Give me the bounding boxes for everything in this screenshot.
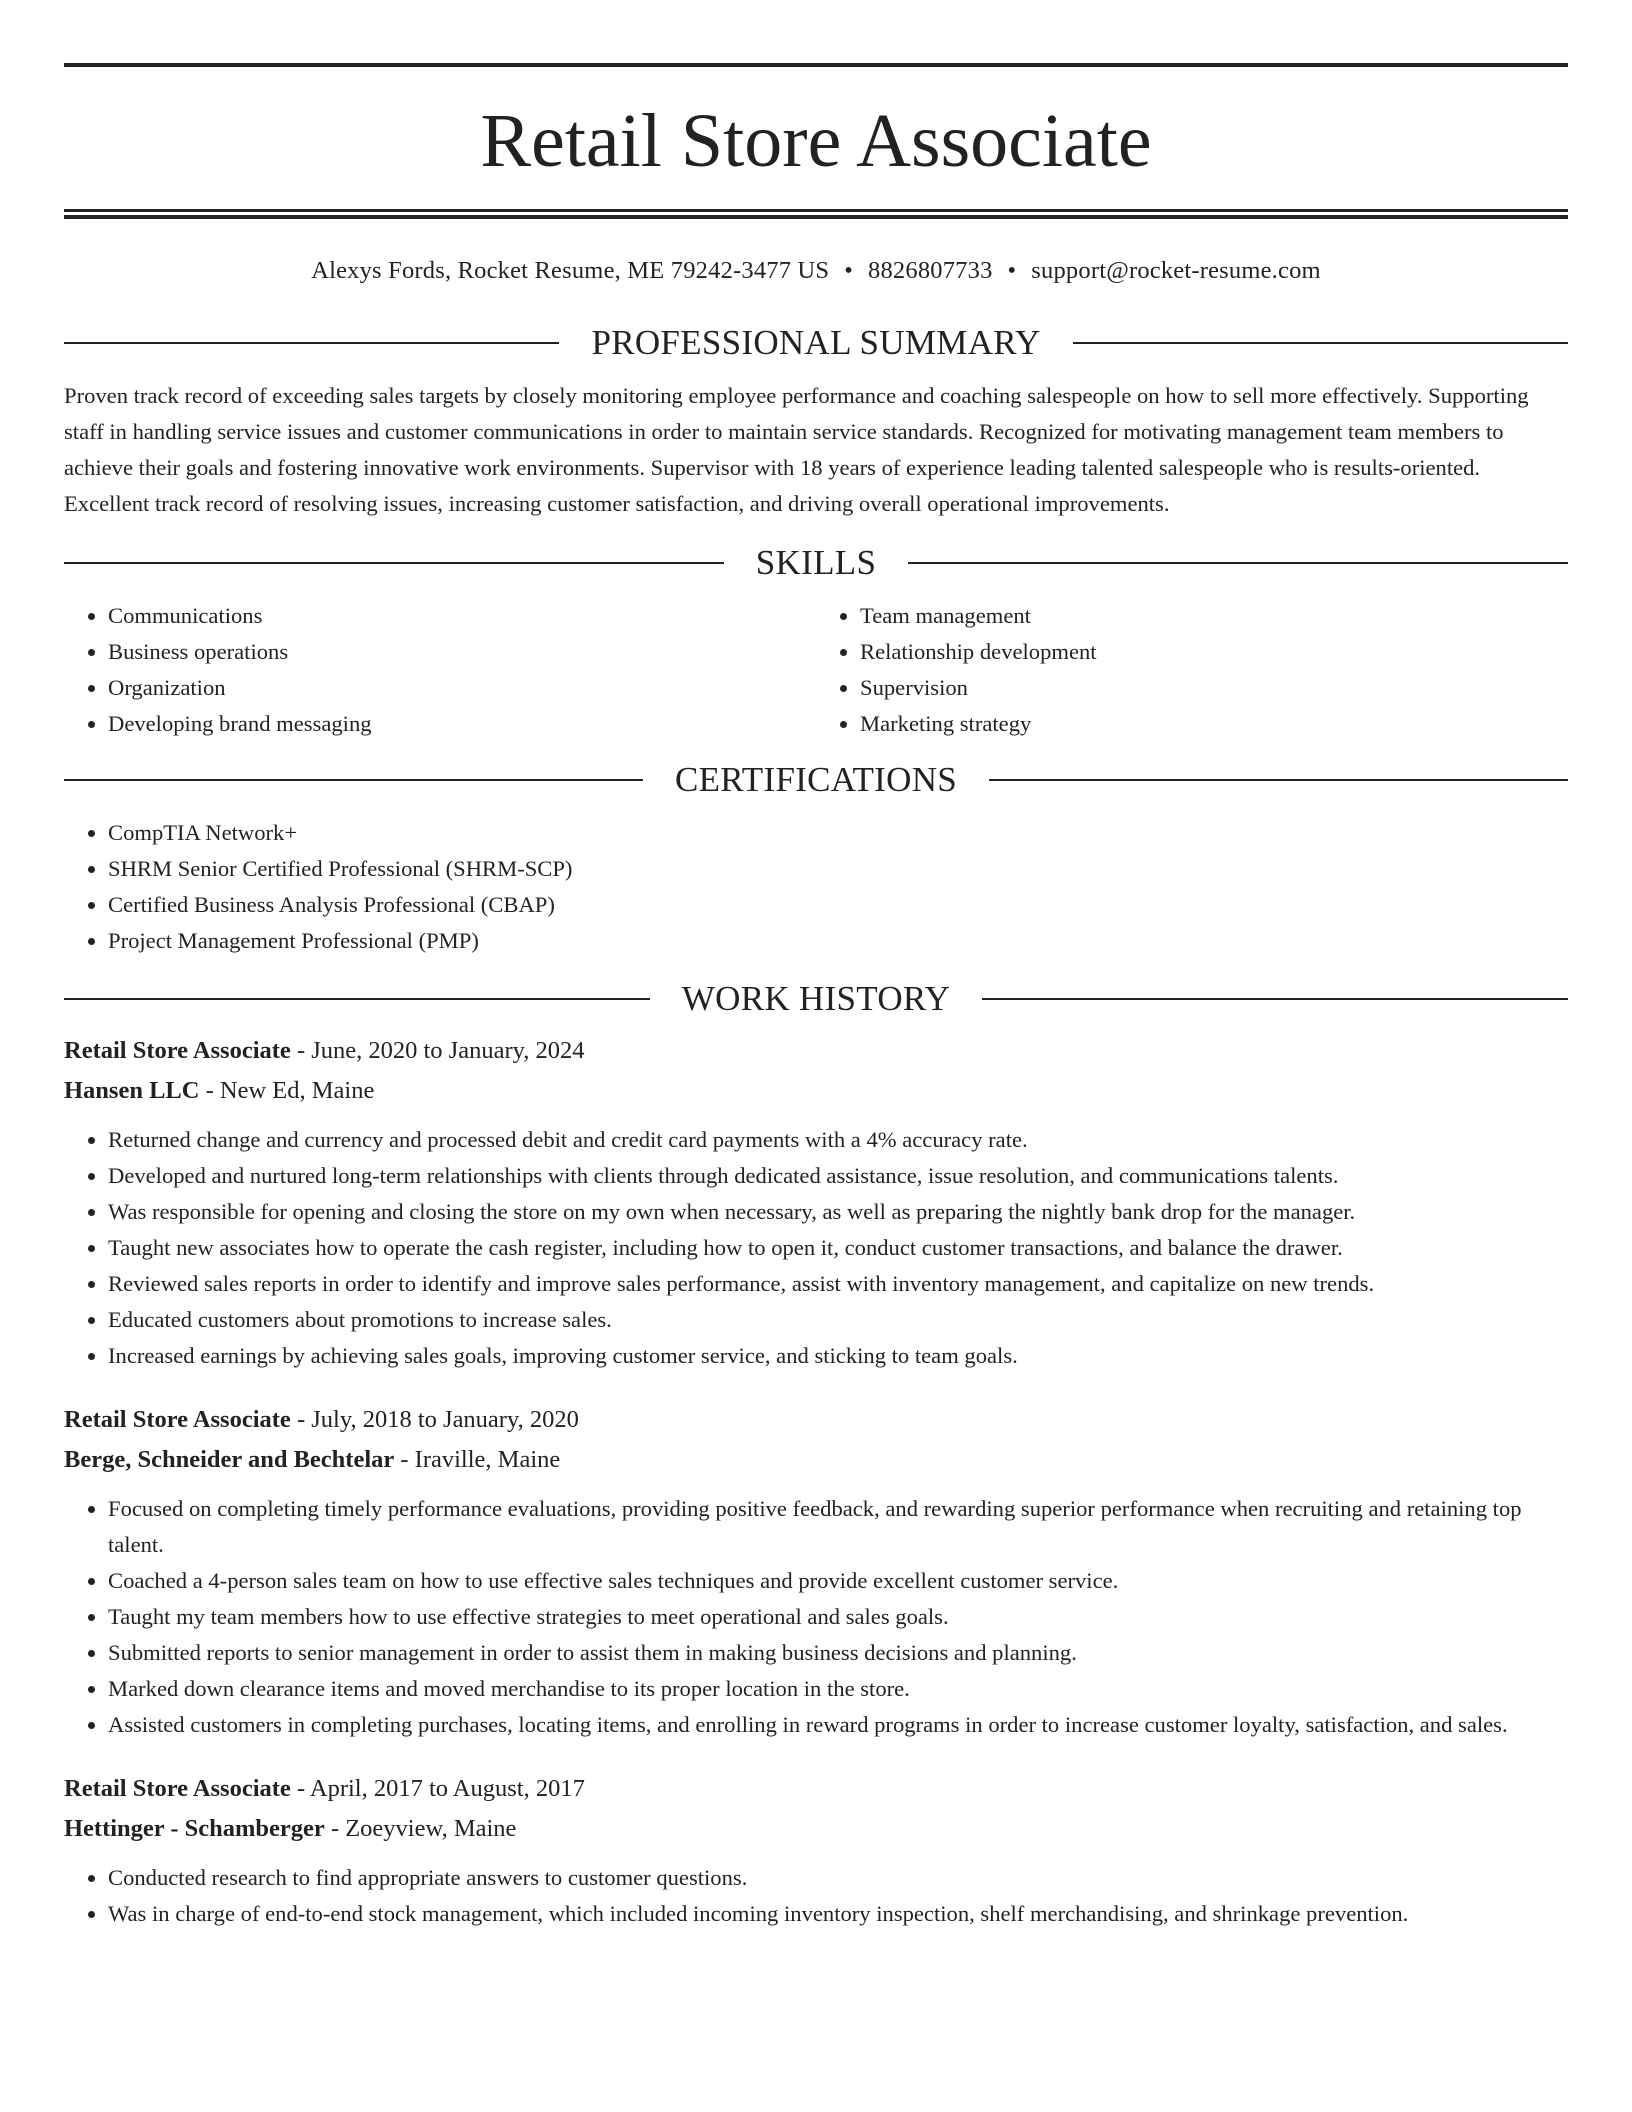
job-company: Hansen LLC xyxy=(64,1077,200,1104)
heading-rule xyxy=(64,779,643,781)
job-company-line xyxy=(64,1440,1568,1480)
heading-rule xyxy=(989,779,1568,781)
job-bullet: • Returned change and currency and processed debit and credit card payments with a 4% accuracy rate. xyxy=(108,1122,1568,1158)
job-company: Hettinger - Schamberger xyxy=(64,1815,325,1842)
job-bullet: • Educated customers about promotions to increase sales. xyxy=(108,1302,1568,1338)
heading-rule xyxy=(64,342,559,344)
job-company-line xyxy=(64,1809,1568,1849)
job-title-line xyxy=(64,1400,1568,1440)
heading-rule xyxy=(64,998,650,1000)
job-title-line xyxy=(64,1769,1568,1809)
job-dates: - April, 2017 to August, 2017 xyxy=(290,1775,585,1802)
job-entry xyxy=(64,1400,1568,1743)
heading-rule xyxy=(1073,342,1568,344)
skills-list xyxy=(64,598,1568,742)
job-title: Retail Store Associate xyxy=(64,1775,291,1802)
certification-item: • SHRM Senior Certified Professional (SHRM-SCP) xyxy=(108,851,1568,887)
job-dates: - July, 2018 to January, 2020 xyxy=(290,1406,579,1433)
certification-item: • Certified Business Analysis Professional (CBAP) xyxy=(108,887,1568,923)
heading-rule xyxy=(982,998,1568,1000)
contact-separator: • xyxy=(1007,257,1017,284)
contact-separator: • xyxy=(844,257,854,284)
section-heading-work-history xyxy=(64,979,1568,1019)
contact-email: support@rocket-resume.com xyxy=(1031,257,1321,284)
certifications-list xyxy=(64,815,1568,959)
job-title: Retail Store Associate xyxy=(64,1037,291,1064)
contact-address: Alexys Fords, Rocket Resume, ME 79242-3477 US xyxy=(311,257,830,284)
section-title: PROFESSIONAL SUMMARY xyxy=(591,323,1041,362)
skill-item: • Communications xyxy=(108,598,816,634)
title-double-rule xyxy=(64,209,1568,219)
job-bullet: • Assisted customers in completing purchases, locating items, and enrolling in reward programs in order to increase customer loyalty, satisfaction, and sales. xyxy=(108,1707,1568,1743)
job-bullet: • Was in charge of end-to-end stock management, which included incoming inventory inspection, shelf merchandising, and shrinkage prevention. xyxy=(108,1896,1568,1932)
job-dates: - June, 2020 to January, 2024 xyxy=(290,1037,585,1064)
job-bullet-list xyxy=(64,1491,1568,1743)
skill-item: • Relationship development xyxy=(860,634,1568,670)
skill-item: • Business operations xyxy=(108,634,816,670)
job-bullet: • Increased earnings by achieving sales goals, improving customer service, and sticking to team goals. xyxy=(108,1338,1568,1374)
skill-item: • Developing brand messaging xyxy=(108,706,816,742)
summary-text: Proven track record of exceeding sales targets by closely monitoring employee performance and coaching salespeople on how to sell more effectively. Supporting staff in handling service issues and customer communications in order to maintain service standards. Recognized for motivating management team members to achieve their goals and fostering innovative work environments. Supervisor with 18 years of experience leading talented salespeople who is results-oriented. Excellent track record of resolving issues, increasing customer satisfaction, and driving overall operational improvements. xyxy=(64,383,1529,516)
skill-item: • Organization xyxy=(108,670,816,706)
work-history-list xyxy=(64,1031,1568,1932)
certification-item: • CompTIA Network+ xyxy=(108,815,1568,851)
section-heading-summary xyxy=(64,323,1568,363)
job-bullet: • Marked down clearance items and moved merchandise to its proper location in the store. xyxy=(108,1671,1568,1707)
job-bullet: • Submitted reports to senior management in order to assist them in making business decisions and planning. xyxy=(108,1635,1568,1671)
resume-page xyxy=(64,0,1568,1932)
section-title: SKILLS xyxy=(755,543,877,582)
skill-item: • Supervision xyxy=(860,670,1568,706)
section-heading-certifications xyxy=(64,760,1568,800)
job-bullet-list xyxy=(64,1122,1568,1374)
skills-column-right xyxy=(816,598,1568,742)
job-bullet: • Coached a 4-person sales team on how to use effective sales techniques and provide excellent customer service. xyxy=(108,1563,1568,1599)
job-bullet: • Was responsible for opening and closing the store on my own when necessary, as well as preparing the nightly bank drop for the manager. xyxy=(108,1194,1568,1230)
job-entry xyxy=(64,1769,1568,1932)
skill-item: • Marketing strategy xyxy=(860,706,1568,742)
section-heading-skills xyxy=(64,543,1568,583)
job-bullet: • Taught new associates how to operate the cash register, including how to open it, conduct customer transactions, and balance the drawer. xyxy=(108,1230,1568,1266)
job-bullet: • Focused on completing timely performance evaluations, providing positive feedback, and rewarding superior performance when recruiting and retaining top talent. xyxy=(108,1491,1568,1563)
job-company: Berge, Schneider and Bechtelar xyxy=(64,1446,395,1473)
section-title: WORK HISTORY xyxy=(681,979,951,1018)
skills-column-left xyxy=(64,598,816,742)
job-title: Retail Store Associate xyxy=(64,1406,291,1433)
resume-title: Retail Store Associate xyxy=(480,99,1152,183)
job-location: - New Ed, Maine xyxy=(199,1077,375,1104)
job-bullet: • Reviewed sales reports in order to identify and improve sales performance, assist with inventory management, and capitalize on new trends. xyxy=(108,1266,1568,1302)
job-location: - Zoeyview, Maine xyxy=(324,1815,517,1842)
job-title-line xyxy=(64,1031,1568,1071)
certification-item: • Project Management Professional (PMP) xyxy=(108,923,1568,959)
job-bullet: • Taught my team members how to use effective strategies to meet operational and sales goals. xyxy=(108,1599,1568,1635)
job-bullet: • Conducted research to find appropriate answers to customer questions. xyxy=(108,1860,1568,1896)
heading-rule xyxy=(908,562,1568,564)
job-bullet: • Developed and nurtured long-term relationships with clients through dedicated assistance, issue resolution, and communications talents. xyxy=(108,1158,1568,1194)
job-bullet-list xyxy=(64,1860,1568,1932)
skill-item: • Team management xyxy=(860,598,1568,634)
job-entry xyxy=(64,1031,1568,1374)
section-title: CERTIFICATIONS xyxy=(674,760,958,799)
heading-rule xyxy=(64,562,724,564)
contact-phone: 8826807733 xyxy=(868,257,993,284)
contact-line xyxy=(64,256,1568,286)
top-rule xyxy=(64,63,1568,67)
job-company-line xyxy=(64,1071,1568,1111)
job-location: - Iraville, Maine xyxy=(394,1446,561,1473)
